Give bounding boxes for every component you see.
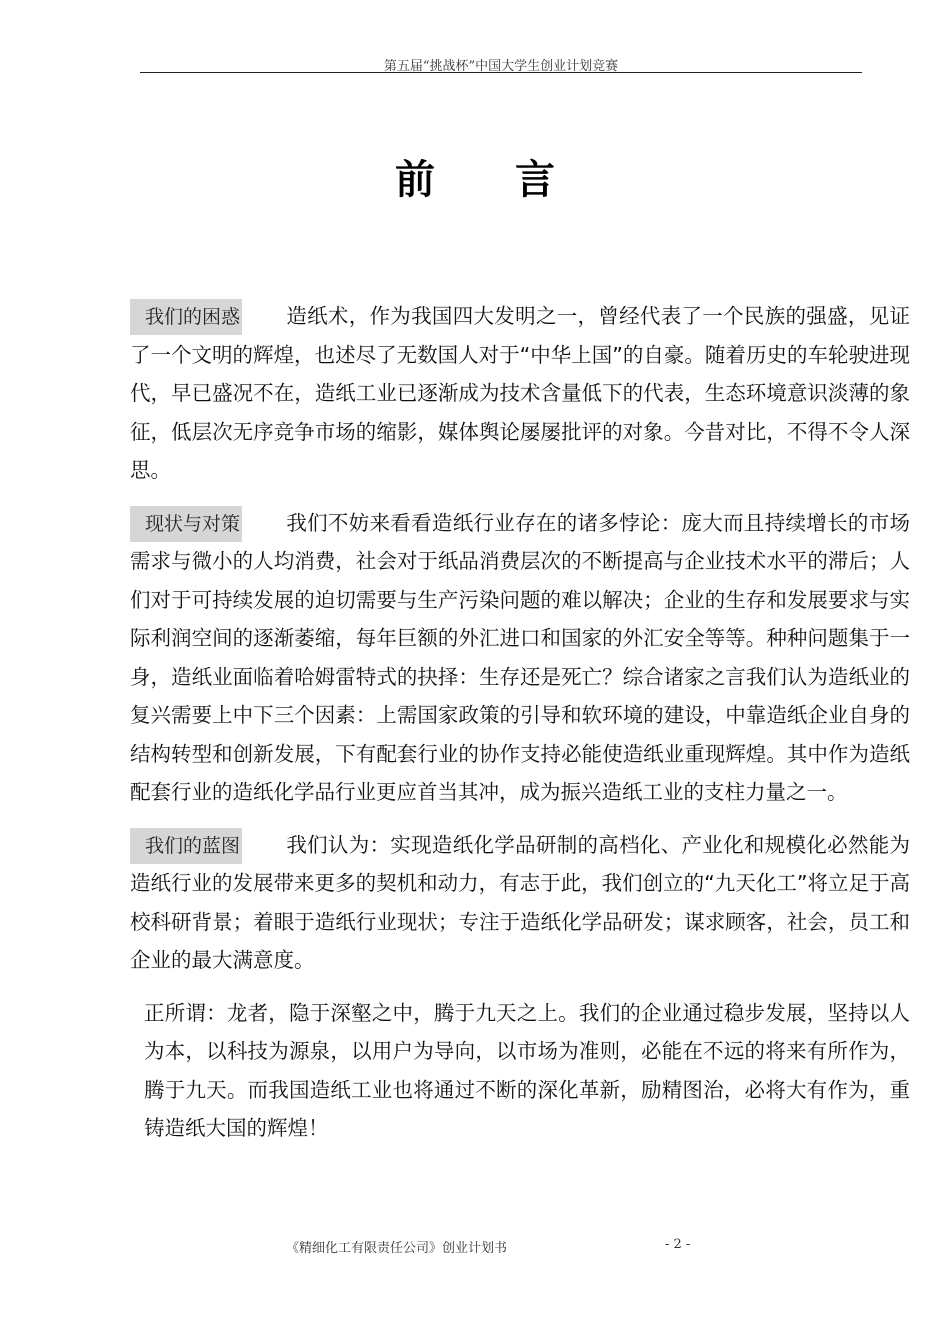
section-confusion [130,297,910,490]
footer-doc-title: 《精细化工有限责任公司》创业计划书 [286,1241,508,1256]
section-text: 我们不妨来看看造纸行业存在的诸多悖论：庞大而且持续增长的市场需求与微小的人均消费，社会对于纸品消费层次的不断提高与企业技术水平的滞后；人们对于可持续发展的迫切需要与生产污染问题的难以解决；企业的生存和发展要求与实际利润空间的逐渐萎缩，每年巨额的外汇进口和国家的外汇安全等等。种种问题集于一身，造纸业面临着哈姆雷特式的抉择：生存还是死亡？综合诸家之言我们认为造纸业的复兴需要上中下三个因素：上需国家政策的引导和软环境的建设，中靠造纸企业自身的结构转型和创新发展，下有配套行业的协作支持必能使造纸业重现辉煌。其中作为造纸配套行业的造纸化学品行业更应首当其冲，成为振兴造纸工业的支柱力量之一。 [130,510,910,804]
section-tag: 我们的蓝图 [130,828,242,864]
section-text: 造纸术，作为我国四大发明之一，曾经代表了一个民族的强盛，见证了一个文明的辉煌，也述尽了无数国人对于“中华上国”的自豪。随着历史的车轮驶进现代，早已盛况不在，造纸工业已逐渐成为技术含量低下的代表，生态环境意识淡薄的象征，低层次无序竞争市场的缩影，媒体舆论屡屡批评的对象。今昔对比，不得不令人深思。 [130,304,910,482]
closing-paragraph: 正所谓：龙者，隐于深壑之中，腾于九天之上。我们的企业通过稳步发展，坚持以人为本，以科技为源泉，以用户为导向，以市场为准则，必能在不远的将来有所作为，腾于九天。而我国造纸工业也将通过不断的深化革新，励精图治，必将大有作为，重铸造纸大国的辉煌！ [144,1000,910,1140]
section-status [130,504,910,812]
section-tag: 我们的困惑 [130,299,242,335]
page-number: - 2 - [665,1237,691,1252]
page-header: 第五届“挑战杯”中国大学生创业计划竞赛 [383,59,619,74]
header-rule [140,72,862,73]
section-tag: 现状与对策 [130,506,242,542]
page-title: 前言 [395,156,635,203]
document-body [130,297,910,1162]
section-text: 我们认为：实现造纸化学品研制的高档化、产业化和规模化必然能为造纸行业的发展带来更多的契机和动力，有志于此，我们创立的“九天化工”将立足于高校科研背景；着眼于造纸行业现状；专注于造纸化学品研发；谋求顾客，社会，员工和企业的最大满意度。 [130,832,910,972]
section-blueprint [130,826,910,980]
